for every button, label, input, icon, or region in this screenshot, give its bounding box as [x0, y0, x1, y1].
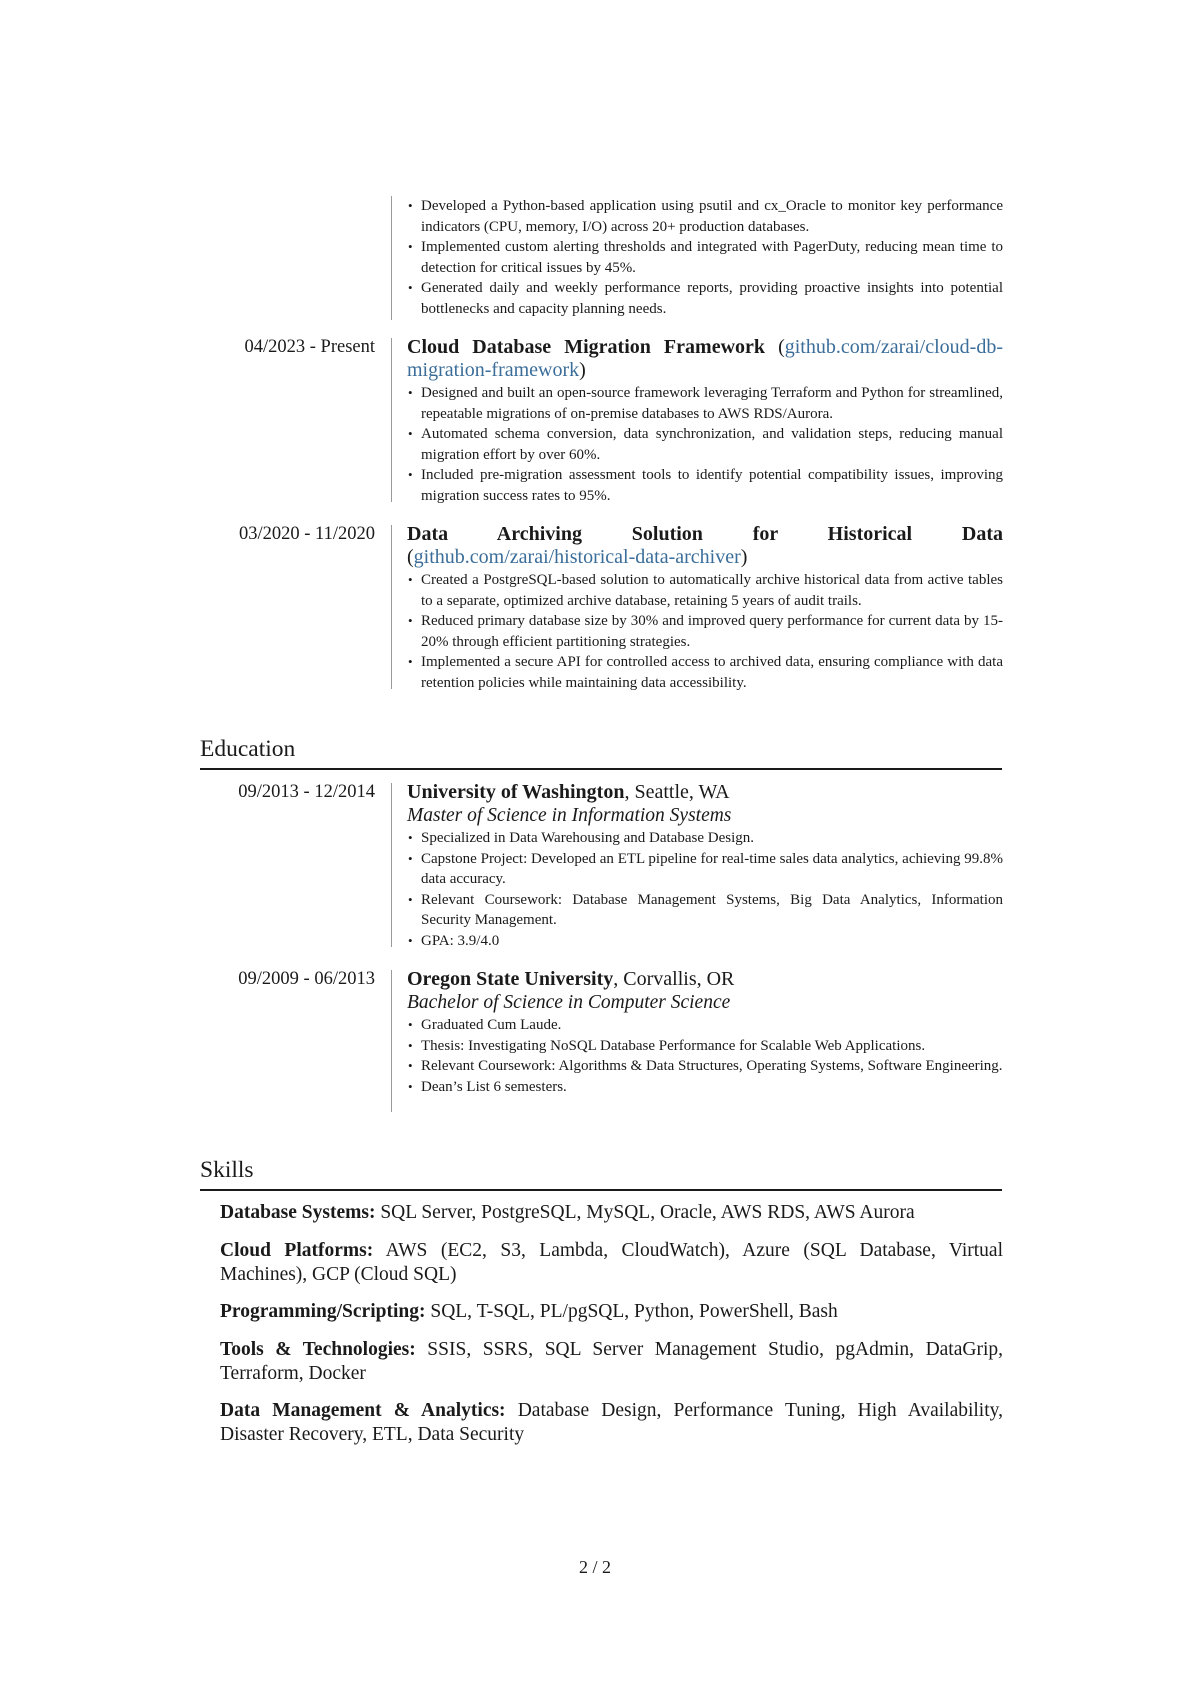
bullet-list [407, 383, 1003, 507]
project-link[interactable]: github.com/zarai/cloud-db-migration-framework [407, 336, 1003, 381]
bullet-item: • Specialized in Data Warehousing and Database Design. [407, 828, 1003, 849]
skill-row [220, 1239, 1003, 1286]
skill-value: SSIS, SSRS, SQL Server Management Studio, pgAdmin, DataGrip, Terraform, Docker [220, 1339, 1004, 1384]
bullet-item: • Thesis: Investigating NoSQL Database Performance for Scalable Web Applications. [407, 1036, 1003, 1057]
bullet-item: • Developed a Python-based application using psutil and cx_Oracle to monitor key performance indicators (CPU, memory, I/O) across 20+ production databases. [407, 196, 1003, 237]
bullet-item: • Reduced primary database size by 30% and improved query performance for current data by 15-20% through efficient partitioning strategies. [407, 611, 1003, 652]
school-location: , Corvallis, OR [613, 968, 735, 990]
skill-row [220, 1399, 1003, 1446]
section-divider [200, 768, 1002, 770]
skill-label: Tools & Technologies: [220, 1339, 416, 1360]
project-name: Cloud Database Migration Framework [407, 336, 766, 358]
page-number: 2 / 2 [578, 1557, 611, 1577]
skill-row [220, 1300, 1003, 1324]
bullet-list [407, 570, 1003, 694]
project-title: Cloud Database Migration Framework (github.com/zarai/cloud-db-migration-framework) [407, 336, 1003, 381]
timeline-divider [391, 783, 392, 947]
bullet-item: • Automated schema conversion, data synchronization, and validation steps, reducing manual migration effort by over 60%. [407, 424, 1003, 465]
skill-row [220, 1338, 1003, 1385]
timeline-divider [391, 525, 392, 689]
bullet-item: • Dean’s List 6 semesters. [407, 1077, 1003, 1098]
skill-value: SQL Server, PostgreSQL, MySQL, Oracle, AWS RDS, AWS Aurora [380, 1202, 915, 1223]
entry-date: 03/2020 - 11/2020 [238, 524, 375, 544]
entry-date: 09/2009 - 06/2013 [238, 969, 375, 989]
bullet-list [407, 196, 1003, 320]
timeline-divider [391, 338, 392, 502]
skill-label: Data Management & Analytics: [220, 1400, 506, 1421]
school-line [407, 781, 1003, 804]
bullet-item: • Capstone Project: Developed an ETL pipeline for real-time sales data analytics, achieving 99.8% data accuracy. [407, 849, 1003, 890]
skill-value: AWS (EC2, S3, Lambda, CloudWatch), Azure (SQL Database, Virtual Machines), GCP (Cloud SQL) [220, 1240, 1003, 1285]
bullet-item: • Graduated Cum Laude. [407, 1015, 1003, 1036]
bullet-item: • Designed and built an open-source framework leveraging Terraform and Python for streamlined, repeatable migrations of on-premise databases to AWS RDS/Aurora. [407, 383, 1003, 424]
skill-value: Database Design, Performance Tuning, High Availability, Disaster Recovery, ETL, Data Security [220, 1400, 1003, 1445]
school-location: , Seattle, WA [624, 781, 730, 803]
section-heading-education: Education [200, 736, 296, 762]
section-divider [200, 1189, 1002, 1191]
timeline-divider [391, 970, 392, 1112]
bullet-item: • GPA: 3.9/4.0 [407, 931, 1003, 952]
project-name: Data Archiving Solution for Historical Data [407, 523, 1003, 545]
bullet-item: • Relevant Coursework: Database Management Systems, Big Data Analytics, Information Security Management. [407, 890, 1003, 931]
bullet-item: • Generated daily and weekly performance reports, providing proactive insights into potential bottlenecks and capacity planning needs. [407, 278, 1003, 319]
skill-label: Programming/Scripting: [220, 1301, 426, 1322]
section-heading-skills: Skills [200, 1157, 254, 1183]
bullet-item: • Relevant Coursework: Algorithms & Data Structures, Operating Systems, Software Engineering. [407, 1056, 1003, 1077]
bullet-item: • Implemented a secure API for controlled access to archived data, ensuring compliance with data retention policies while maintaining data accessibility. [407, 652, 1003, 693]
bullet-item: • Implemented custom alerting thresholds and integrated with PagerDuty, reducing mean time to detection for critical issues by 45%. [407, 237, 1003, 278]
skill-label: Database Systems: [220, 1202, 376, 1223]
school-name: University of Washington [407, 781, 625, 803]
school-line [407, 968, 1003, 991]
bullet-list [407, 1015, 1003, 1097]
timeline-divider [391, 196, 392, 320]
bullet-item: • Included pre-migration assessment tools to identify potential compatibility issues, improving migration success rates to 95%. [407, 465, 1003, 506]
entry-date: 04/2023 - Present [244, 337, 375, 357]
entry-date: 09/2013 - 12/2014 [238, 782, 375, 802]
project-link[interactable]: github.com/zarai/historical-data-archiver [413, 546, 741, 568]
bullet-list [407, 828, 1003, 952]
project-title: Data Archiving Solution for Historical Data (github.com/zarai/historical-data-archiver) [407, 523, 1003, 568]
degree: Master of Science in Information Systems [407, 805, 732, 826]
skill-value: SQL, T-SQL, PL/pgSQL, Python, PowerShell, Bash [430, 1301, 838, 1322]
skill-label: Cloud Platforms: [220, 1240, 374, 1261]
bullet-item: • Created a PostgreSQL-based solution to automatically archive historical data from active tables to a separate, optimized archive database, retaining 5 years of audit trails. [407, 570, 1003, 611]
degree: Bachelor of Science in Computer Science [407, 992, 731, 1013]
school-name: Oregon State University [407, 968, 614, 990]
skill-row [220, 1201, 1003, 1225]
